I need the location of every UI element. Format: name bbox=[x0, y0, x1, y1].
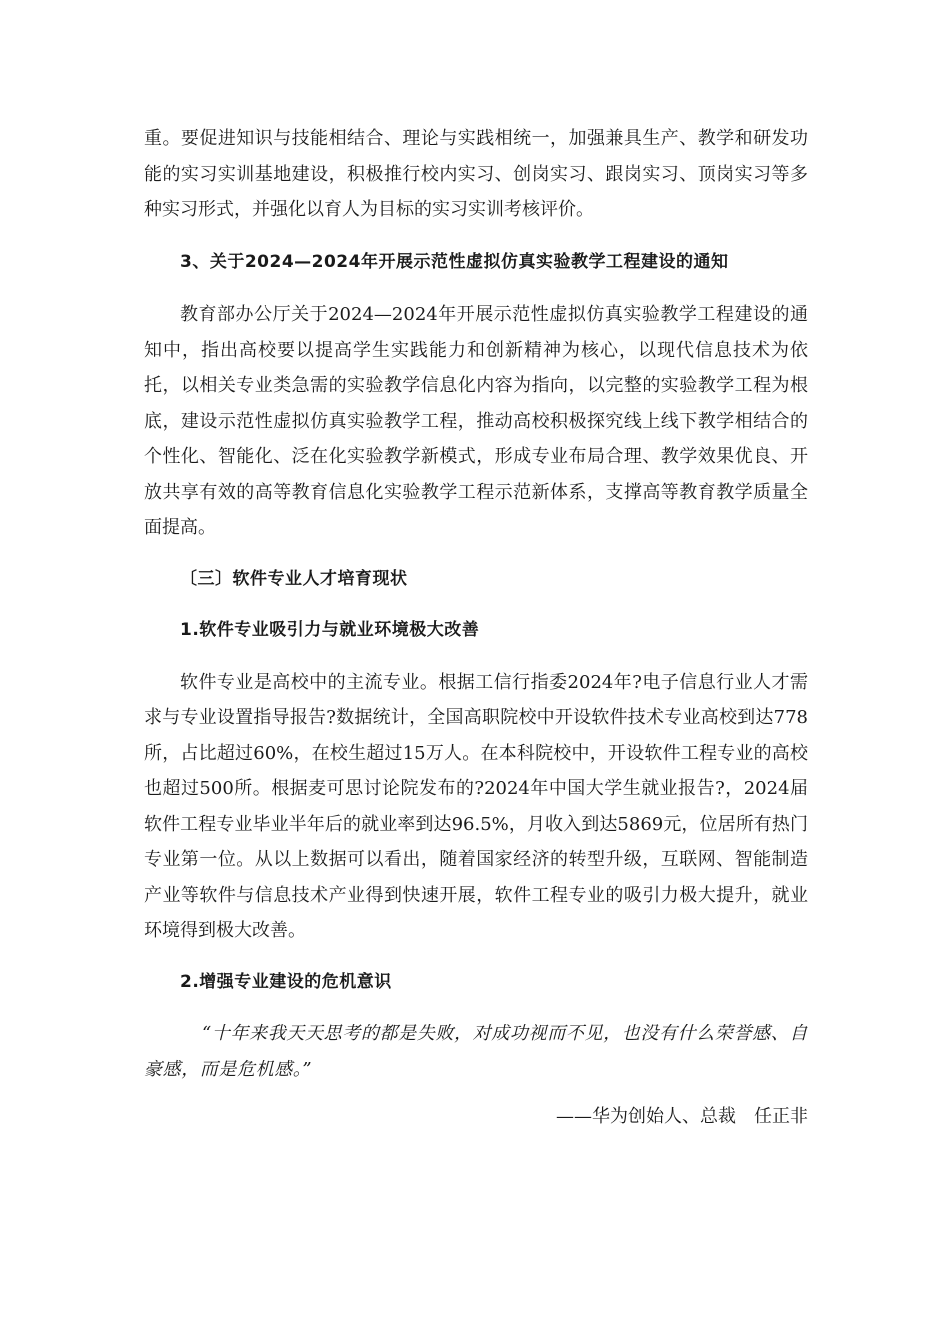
document-body bbox=[144, 121, 808, 1135]
quote-attribution: ——华为创始人、总裁 任正非 bbox=[556, 1106, 808, 1127]
section-heading-talent: 〔三〕软件专业人才培育现状 bbox=[180, 568, 408, 589]
paragraph-continued: 重。要促进知识与技能相结合、理论与实践相统一，加强兼具生产、教学和研发功能的实习实训基地建设，积极推行校内实习、创岗实习、跟岗实习、顶岗实习等多种实习形式，并强化以育人为目标的实习实训考核评价。 bbox=[144, 128, 808, 220]
paragraph-attraction: 软件专业是高校中的主流专业。根据工信行指委2024年?电子信息行业人才需求与专业设置指导报告?数据统计，全国高职院校中开设软件技术专业高校到达778所，占比超过60%，在校生超过15万人。在本科院校中，开设软件工程专业的高校也超过500所。根据麦可思讨论院发布的?2024年中国大学生就业报告?，2024届软件工程专业毕业半年后的就业率到达96.5%，月收入到达5869元，位居所有热门专业第一位。从以上数据可以看出，随着国家经济的转型升级，互联网、智能制造产业等软件与信息技术产业得到快速开展，软件工程专业的吸引力极大提升，就业环境得到极大改善。 bbox=[144, 671, 808, 941]
heading-notice-2024: 3、关于2024—2024年开展示范性虚拟仿真实验教学工程建设的通知 bbox=[180, 251, 729, 272]
heading-crisis: 2.增强专业建设的危机意识 bbox=[180, 971, 392, 992]
heading-attraction: 1.软件专业吸引力与就业环境极大改善 bbox=[180, 620, 480, 640]
quote-text: “十年来我天天思考的都是失败，对成功视而不见，也没有什么荣誉感、自豪感，而是危机感。” bbox=[144, 1023, 808, 1080]
paragraph-notice: 教育部办公厅关于2024—2024年开展示范性虚拟仿真实验教学工程建设的通知中，指出高校要以提高学生实践能力和创新精神为核心，以现代信息技术为依托，以相关专业类急需的实验教学信息化内容为指向，以完整的实验教学工程为根底，建设示范性虚拟仿真实验教学工程，推动高校积极探究线上线下教学相结合的个性化、智能化、泛在化实验教学新模式，形成专业布局合理、教学效果优良、开放共享有效的高等教育信息化实验教学工程示范新体系，支撑高等教育教学质量全面提高。 bbox=[144, 304, 808, 538]
